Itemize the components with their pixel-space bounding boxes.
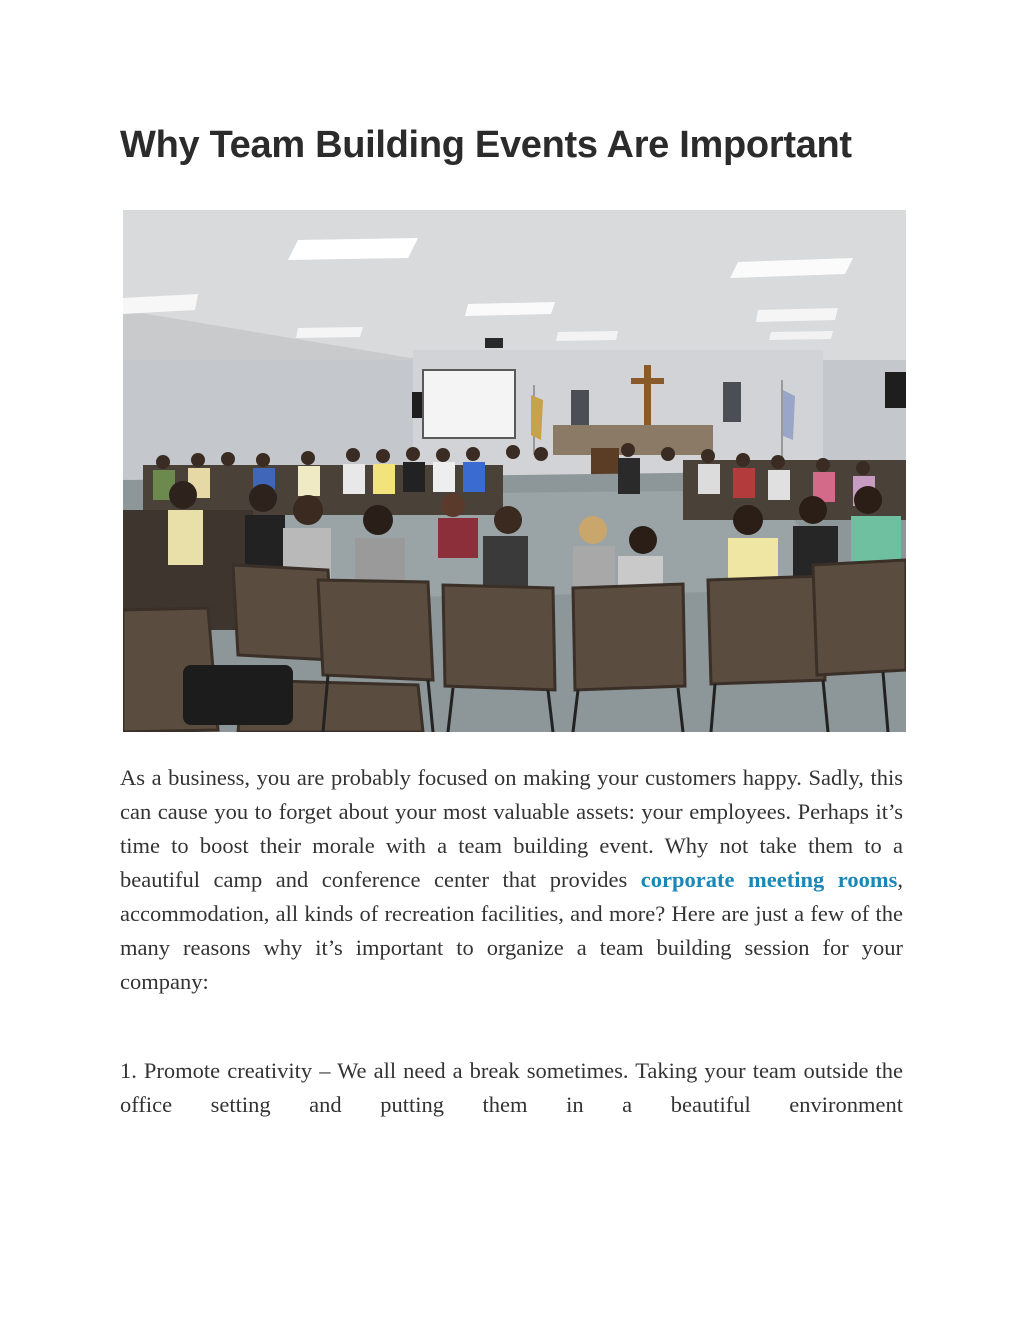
- intro-text-after-link: , accommodation, all kinds of recreation facilities, and more? Here are just a few of the many reasons why it’s important to organize a team building session for your company:: [120, 867, 903, 994]
- team-building-photo: [123, 210, 906, 732]
- reason-paragraph-1: 1. Promote creativity – We all need a break sometimes. Taking your team outside the office setting and putting them in a beautiful environment: [120, 1058, 903, 1117]
- page-title: Why Team Building Events Are Important: [120, 124, 852, 166]
- intro-paragraph: [120, 761, 903, 999]
- corporate-meeting-rooms-link[interactable]: corporate meeting rooms: [640, 867, 898, 892]
- intro-text-before-link: As a business, you are probably focused on making your customers happy. Sadly, this can cause you to forget about your most valuable assets: your employees. Perhaps it’s time to boost their morale with a team building event. Why not take them to a beautiful camp and conference center that provides: [120, 765, 903, 892]
